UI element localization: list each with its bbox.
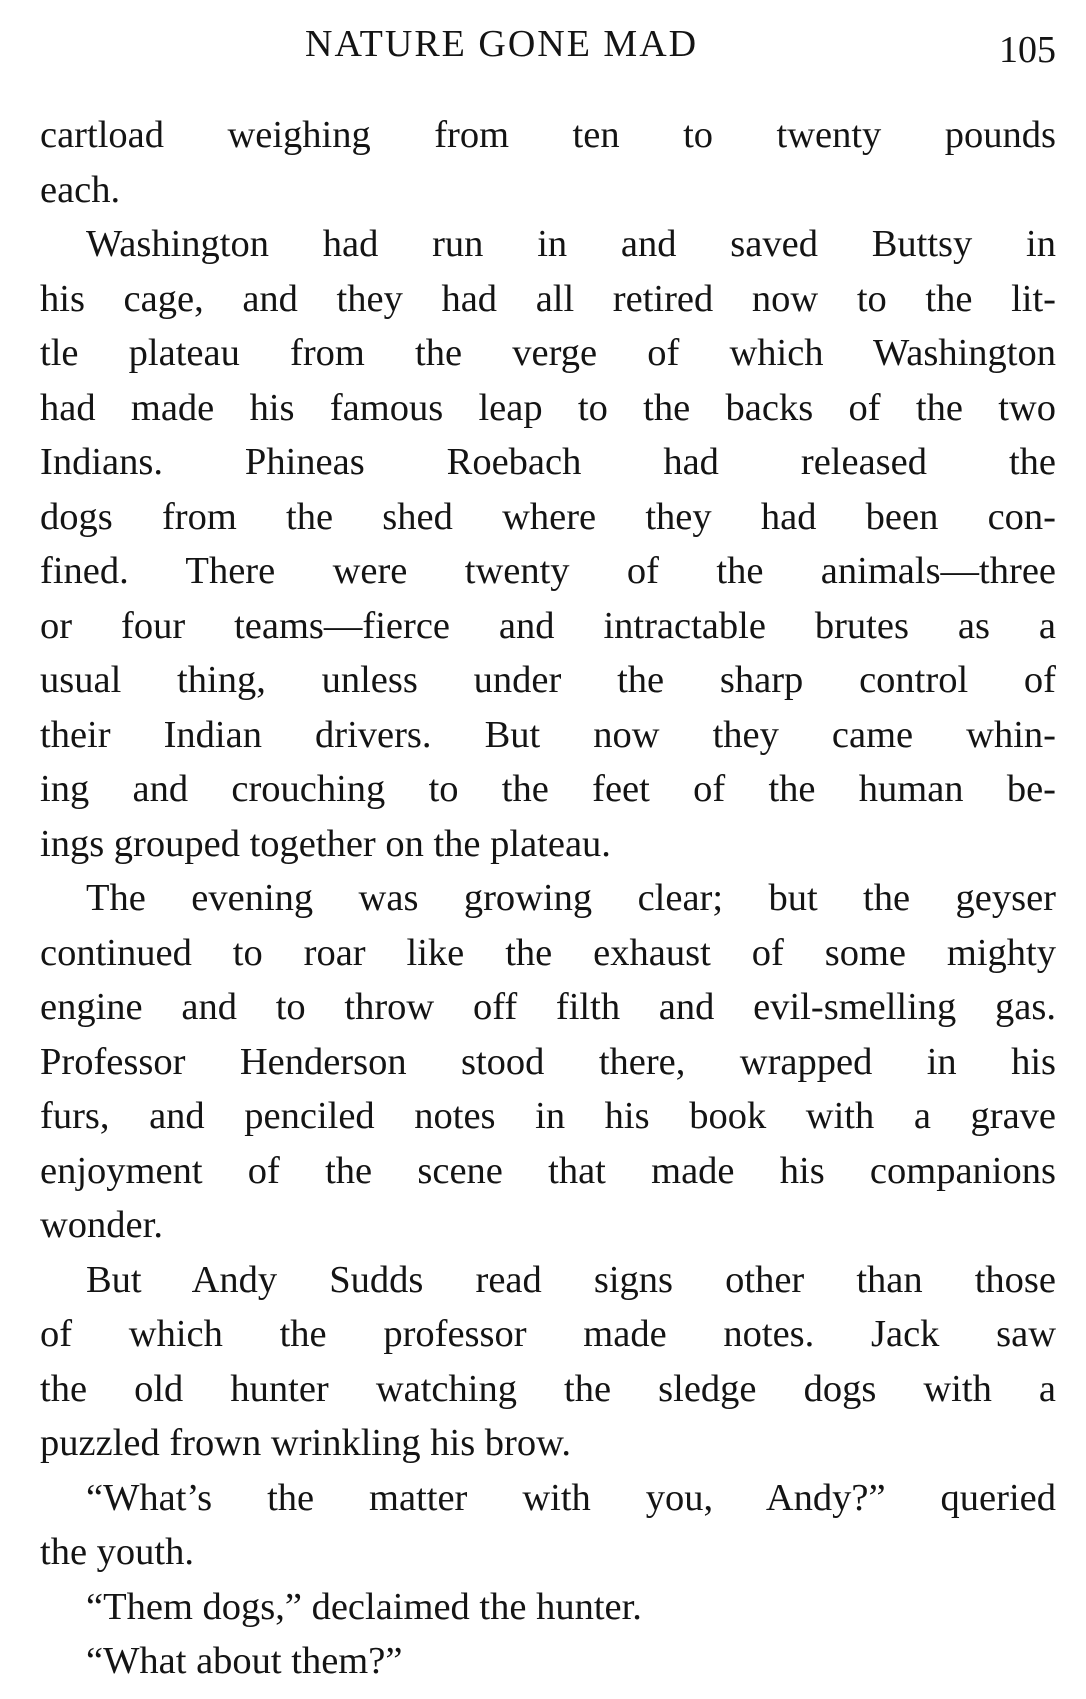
paragraph — [40, 1253, 1056, 1471]
text-line: their Indian drivers. But now they came whin- — [40, 713, 1056, 756]
text-line: puzzled frown wrinkling his brow. — [40, 1422, 572, 1464]
text-line: or four teams—fierce and intractable brutes as a — [40, 604, 1056, 647]
text-line: Washington had run in and saved Buttsy in — [86, 223, 1056, 265]
text-line: continued to roar like the exhaust of some mighty — [40, 931, 1056, 974]
paragraph — [40, 871, 1056, 1253]
text-line: tle plateau from the verge of which Washington — [40, 332, 1056, 374]
running-head: NATURE GONE MAD — [305, 23, 699, 65]
paragraph — [40, 1634, 1056, 1689]
text-line: But Andy Sudds read signs other than those — [86, 1258, 1056, 1301]
text-line: The evening was growing clear; but the geyser — [86, 877, 1056, 919]
text-line: “Them dogs,” declaimed the hunter. — [86, 1585, 642, 1628]
book-page — [40, 18, 1056, 1689]
text-line: the youth. — [40, 1531, 194, 1573]
page-header — [40, 18, 1056, 80]
text-line: wonder. — [40, 1204, 163, 1246]
paragraph — [40, 217, 1056, 871]
paragraph — [40, 1471, 1056, 1580]
text-line: each. — [40, 168, 121, 211]
text-line: “What about them?” — [86, 1640, 403, 1682]
text-line: the old hunter watching the sledge dogs with a — [40, 1367, 1056, 1410]
paragraph — [40, 1580, 1056, 1635]
text-line: ing and crouching to the feet of the human be- — [40, 768, 1056, 810]
text-line: Indians. Phineas Roebach had released the — [40, 441, 1056, 483]
paragraph — [40, 108, 1056, 217]
text-line: usual thing, unless under the sharp control of — [40, 659, 1056, 701]
text-line: enjoyment of the scene that made his companions — [40, 1149, 1056, 1192]
text-line: engine and to throw off filth and evil-smelling gas. — [40, 986, 1056, 1028]
text-line: had made his famous leap to the backs of the two — [40, 386, 1056, 429]
body-text — [40, 108, 1056, 1689]
text-line: ings grouped together on the plateau. — [40, 822, 611, 865]
text-line: dogs from the shed where they had been con- — [40, 495, 1056, 538]
text-line: “What’s the matter with you, Andy?” queried — [86, 1476, 1056, 1519]
text-line: his cage, and they had all retired now to the lit- — [40, 277, 1056, 320]
text-line: fined. There were twenty of the animals—three — [40, 550, 1056, 592]
page-number: 105 — [999, 29, 1056, 71]
text-line: of which the professor made notes. Jack saw — [40, 1313, 1056, 1355]
text-line: furs, and penciled notes in his book with a grave — [40, 1095, 1056, 1137]
text-line: cartload weighing from ten to twenty pounds — [40, 114, 1056, 156]
text-line: Professor Henderson stood there, wrapped in his — [40, 1040, 1056, 1083]
